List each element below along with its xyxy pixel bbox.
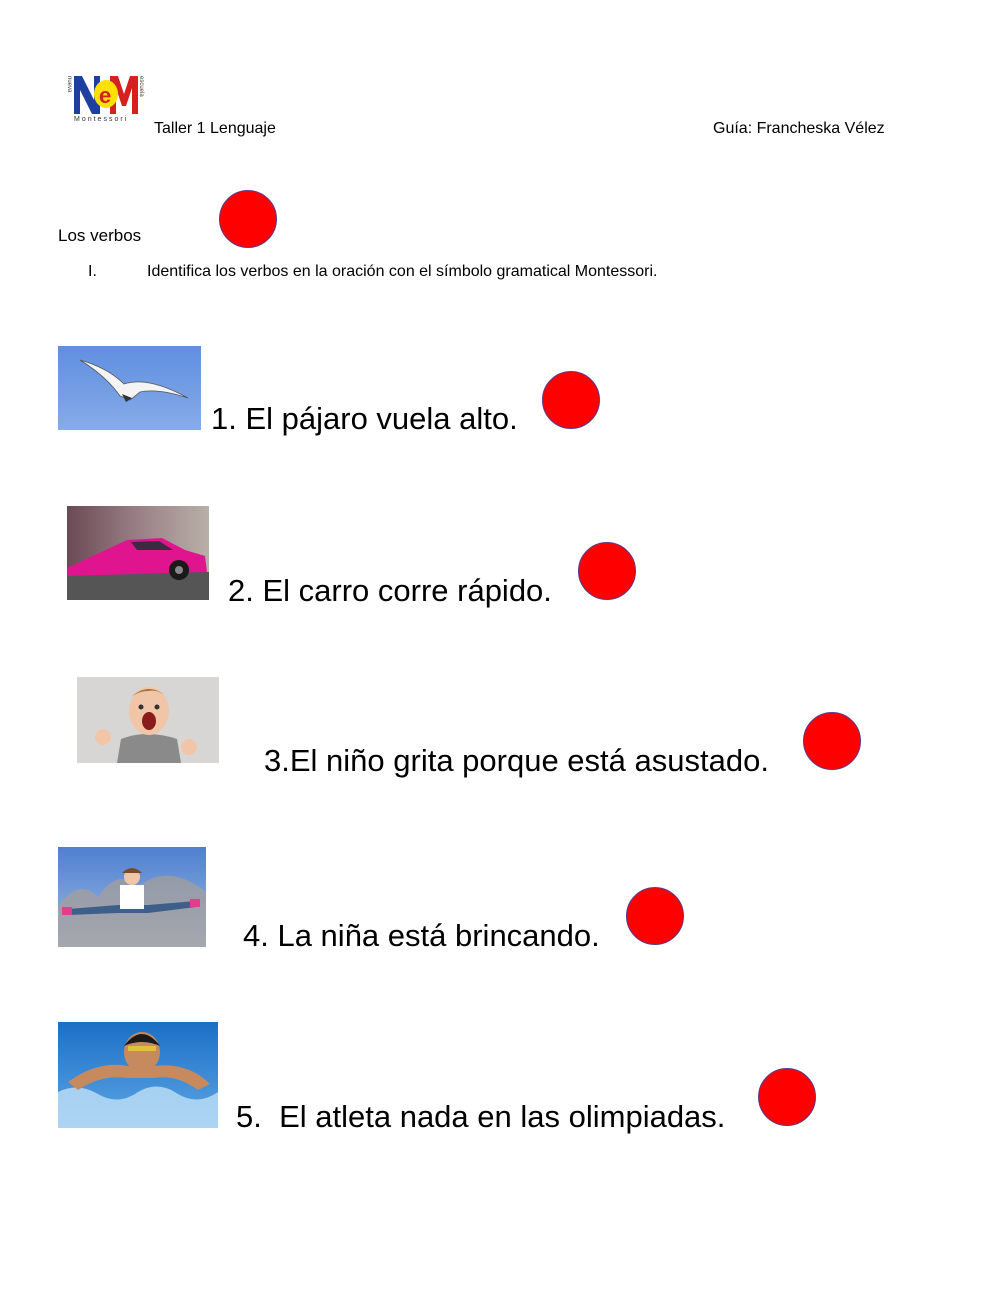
car-photo [67,506,209,600]
swimmer-photo [58,1022,218,1128]
section-title: Los verbos [58,226,142,245]
verb-symbol-4[interactable] [626,887,684,945]
logo-bottom-text: Montessori [74,116,129,123]
verb-symbol-5[interactable] [758,1068,816,1126]
instruction-number: I. [88,263,97,280]
svg-text:e: e [99,83,112,108]
sentence-2: 2. El carro corre rápido. [228,573,552,608]
sentence-5: 5. El atleta nada en las olimpiadas. [236,1099,726,1134]
sentence-1: 1. El pájaro vuela alto. [211,401,518,436]
guide-name: Guía: Francheska Vélez [713,120,885,137]
verb-symbol-example [219,190,277,248]
school-logo [66,70,146,126]
logo-side-right: escuela [138,76,144,97]
girl-photo [58,847,206,947]
verb-symbol-1[interactable] [542,371,600,429]
verb-symbol-2[interactable] [578,542,636,600]
logo-side-left: nueva [66,76,72,93]
sentence-3: 3.El niño grita porque está asustado. [264,743,769,778]
sentence-4: 4. La niña está brincando. [243,918,600,953]
boy-photo [77,677,219,763]
instruction-text: Identifica los verbos en la oración con el símbolo gramatical Montessori. [147,263,658,280]
bird-photo [58,346,201,430]
workshop-title: Taller 1 Lenguaje [154,120,276,137]
verb-symbol-3[interactable] [803,712,861,770]
